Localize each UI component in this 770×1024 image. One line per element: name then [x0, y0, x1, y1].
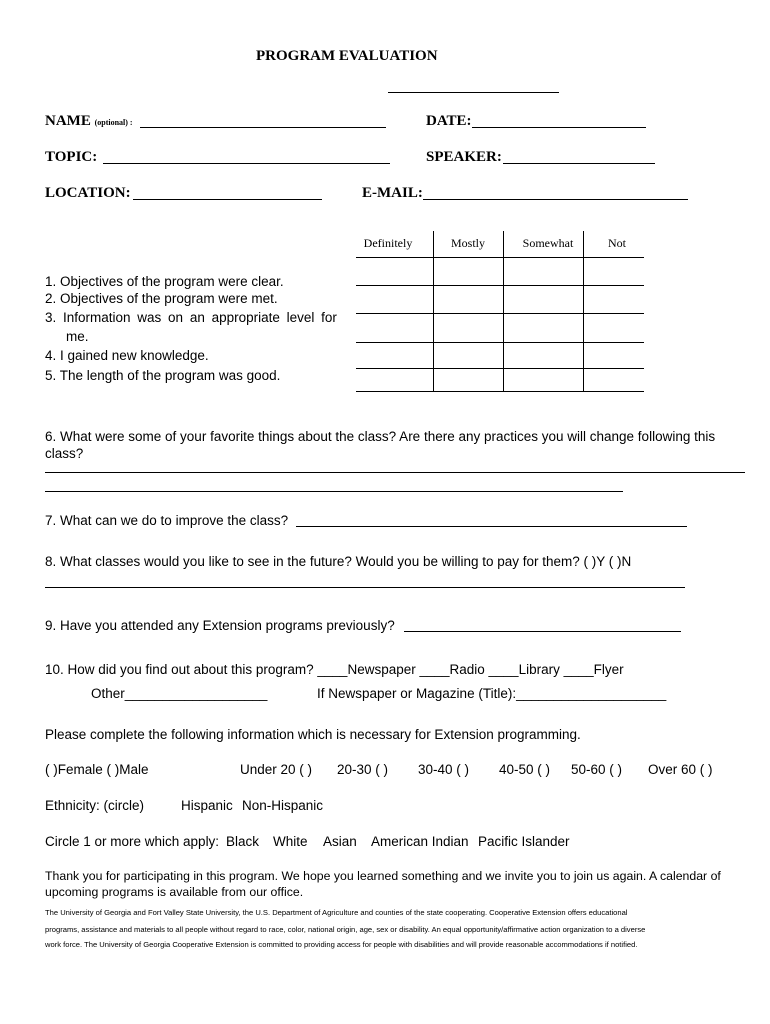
statement-3: 3. Information was on an appropriate level for: [45, 310, 337, 325]
column-mostly: Mostly: [450, 236, 485, 250]
legal-line-3: work force. The University of Georgia Cooperative Extension is committed to providing access for people with disabilities and will provide reasonable accommodations if notified.: [45, 940, 638, 949]
ethnicity-hispanic[interactable]: Hispanic: [181, 798, 233, 813]
ethnicity-label: Ethnicity: (circle): [45, 798, 145, 813]
question-10-other: Other___________________: [91, 686, 268, 701]
statement-5: 5. The length of the program was good.: [45, 368, 281, 383]
question-6-answer-line[interactable]: [45, 491, 623, 492]
column-not: Not: [608, 236, 626, 250]
date-field[interactable]: [472, 127, 646, 128]
column-somewhat: Somewhat: [522, 236, 574, 250]
age-30-40: 30-40 ( ): [418, 762, 470, 777]
question-9: 9. Have you attended any Extension programs previously?: [45, 618, 395, 633]
email-field[interactable]: [423, 199, 688, 200]
question-10: 10. How did you find out about this program? ____Newspaper ____Radio ____Library ____Flyer: [45, 662, 624, 677]
race-white[interactable]: White: [273, 834, 308, 849]
thanks-line-1: Thank you for participating in this program. We hope you learned something and we invite you to join us again. A calendar of: [45, 869, 721, 883]
name-optional-note: (optional) :: [94, 118, 133, 127]
demographics-intro: Please complete the following information which is necessary for Extension programming.: [45, 727, 581, 742]
ethnicity-non-hispanic[interactable]: Non-Hispanic: [242, 798, 324, 813]
topic-field[interactable]: [103, 163, 390, 164]
question-8-answer-line[interactable]: [45, 587, 685, 588]
question-6-answer-line[interactable]: [45, 472, 745, 473]
statement-4: 4. I gained new knowledge.: [45, 348, 209, 363]
race-pacific-islander[interactable]: Pacific Islander: [478, 834, 570, 849]
question-6: 6. What were some of your favorite things about the class? Are there any practices you will change following this: [45, 429, 716, 444]
location-label: LOCATION:: [45, 185, 131, 201]
grid-row-line: [356, 285, 644, 286]
column-definitely: Definitely: [363, 236, 413, 250]
name-label: [45, 113, 133, 130]
age-40-50: 40-50 ( ): [499, 762, 551, 777]
speaker-label: SPEAKER:: [426, 149, 502, 165]
form-title: PROGRAM EVALUATION: [256, 48, 438, 64]
age-under-20: Under 20 ( ): [240, 762, 313, 777]
statement-3-continued: me.: [66, 329, 89, 344]
question-9-answer-line[interactable]: [404, 631, 681, 632]
gender-options: ( )Female ( )Male: [45, 762, 149, 777]
grid-row-line: [356, 368, 644, 369]
age-over-60: Over 60 ( ): [648, 762, 713, 777]
email-label: E-MAIL:: [362, 185, 423, 201]
question-10-magazine: If Newspaper or Magazine (Title):____________________: [317, 686, 667, 701]
race-american-indian[interactable]: American Indian: [371, 834, 469, 849]
date-label: DATE:: [426, 113, 472, 129]
question-6-continued: class?: [45, 446, 84, 461]
question-7: 7. What can we do to improve the class?: [45, 513, 289, 528]
question-8: 8. What classes would you like to see in the future? Would you be willing to pay for them? ( )Y ( )N: [45, 554, 632, 569]
thanks-line-2: upcoming programs is available from our office.: [45, 885, 304, 899]
name-field[interactable]: [140, 127, 386, 128]
grid-row-line: [356, 257, 644, 258]
race-asian[interactable]: Asian: [323, 834, 357, 849]
name-label-text: NAME: [45, 113, 91, 129]
statement-1: 1. Objectives of the program were clear.: [45, 274, 284, 289]
grid-row-line: [356, 342, 644, 343]
location-field[interactable]: [133, 199, 322, 200]
race-black[interactable]: Black: [226, 834, 260, 849]
grid-row-line: [356, 313, 644, 314]
topic-label: TOPIC:: [45, 149, 98, 165]
race-label: Circle 1 or more which apply:: [45, 834, 220, 849]
question-7-answer-line[interactable]: [296, 526, 687, 527]
age-20-30: 20-30 ( ): [337, 762, 389, 777]
statement-2: 2. Objectives of the program were met.: [45, 291, 278, 306]
age-50-60: 50-60 ( ): [571, 762, 623, 777]
legal-line-1: The University of Georgia and Fort Valley State University, the U.S. Department of Agriculture and counties of the state cooperating. Cooperative Extension offers educational: [45, 908, 628, 917]
speaker-field[interactable]: [503, 163, 655, 164]
grid-row-line: [356, 391, 644, 392]
title-underline: [388, 92, 559, 93]
legal-line-2: programs, assistance and materials to all people without regard to race, color, national origin, age, sex or disability. An equal opportunity/affirmative action organization to a diverse: [45, 925, 646, 934]
